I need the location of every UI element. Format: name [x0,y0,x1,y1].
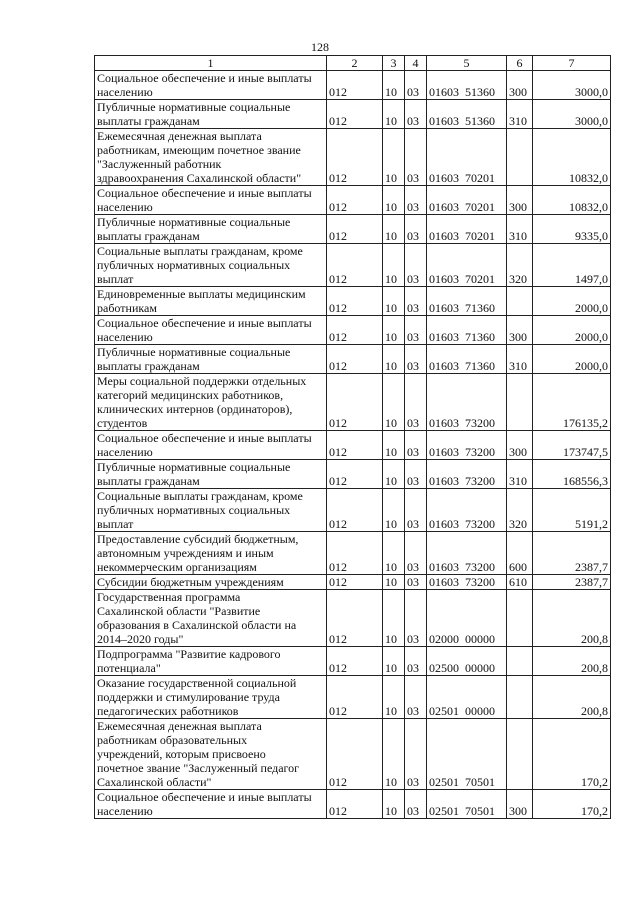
cell-c3: 10 [383,431,405,460]
table-row [95,575,611,590]
cell-c4: 03 [405,244,427,287]
cell-c2: 012 [327,374,383,431]
cell-c4: 03 [405,590,427,647]
row-name-line: некоммерческим организациям [97,560,257,574]
cell-c7: 168556,3 [533,460,611,489]
table-row [95,71,611,100]
cell-c3: 10 [383,532,405,575]
cell-c3: 10 [383,345,405,374]
cell-c6: 310 [507,215,533,244]
cell-c7: 5191,2 [533,489,611,532]
cell-c5: 01603 73200 [427,575,507,590]
cell-c7: 170,2 [533,790,611,819]
cell-c6 [507,676,533,719]
cell-c5: 01603 71360 [427,345,507,374]
cell-c7: 3000,0 [533,100,611,129]
cell-c4: 03 [405,215,427,244]
cell-c5: 01603 51360 [427,100,507,129]
row-name-line: населению [97,85,153,99]
row-name-line: Сахалинской области" [97,775,212,789]
column-header-1: 1 [95,56,327,71]
cell-c5: 02501 00000 [427,676,507,719]
row-name-line: населению [97,804,153,818]
cell-c2: 012 [327,345,383,374]
row-name-line: выплат [97,272,134,286]
row-name-line: Оказание государственной социальной [97,676,297,690]
column-header-6: 6 [507,56,533,71]
cell-c4: 03 [405,676,427,719]
cell-c3: 10 [383,590,405,647]
row-name-cell [95,287,327,316]
cell-c7: 176135,2 [533,374,611,431]
row-name-line: Публичные нормативные социальные [97,460,291,474]
row-name-cell [95,790,327,819]
row-name-cell [95,719,327,790]
cell-c3: 10 [383,100,405,129]
cell-c6 [507,129,533,186]
row-name-line: Сахалинской области "Развитие [97,604,261,618]
row-name-line: Публичные нормативные социальные [97,345,291,359]
table-row [95,215,611,244]
column-header-7: 7 [533,56,611,71]
cell-c6: 300 [507,790,533,819]
column-header-4: 4 [405,56,427,71]
cell-c5: 02501 70501 [427,719,507,790]
cell-c5: 01603 73200 [427,489,507,532]
row-name-line: работникам образовательных [97,733,248,747]
cell-c6: 610 [507,575,533,590]
cell-c7: 170,2 [533,719,611,790]
table-row [95,790,611,819]
row-name-cell [95,460,327,489]
cell-c5: 01603 70201 [427,215,507,244]
cell-c5: 02000 00000 [427,590,507,647]
cell-c7: 3000,0 [533,71,611,100]
cell-c4: 03 [405,129,427,186]
row-name-cell [95,316,327,345]
cell-c5: 01603 73200 [427,431,507,460]
row-name-line: Публичные нормативные социальные [97,100,291,114]
cell-c3: 10 [383,287,405,316]
cell-c3: 10 [383,186,405,215]
cell-c6: 300 [507,431,533,460]
row-name-line: Социальное обеспечение и иные выплаты [97,790,312,804]
cell-c7: 10832,0 [533,186,611,215]
row-name-line: Социальное обеспечение и иные выплаты [97,431,312,445]
cell-c3: 10 [383,575,405,590]
table-row [95,345,611,374]
cell-c4: 03 [405,647,427,676]
cell-c2: 012 [327,129,383,186]
cell-c2: 012 [327,676,383,719]
budget-table [94,55,611,819]
cell-c5: 01603 70201 [427,186,507,215]
cell-c3: 10 [383,244,405,287]
cell-c6 [507,719,533,790]
cell-c6: 600 [507,532,533,575]
row-name-line: Социальное обеспечение и иные выплаты [97,316,312,330]
cell-c5: 02500 00000 [427,647,507,676]
cell-c6 [507,590,533,647]
cell-c7: 2387,7 [533,575,611,590]
cell-c3: 10 [383,71,405,100]
cell-c4: 03 [405,287,427,316]
cell-c3: 10 [383,676,405,719]
row-name-cell [95,215,327,244]
row-name-line: "Заслуженный работник [97,157,222,171]
row-name-line: образования в Сахалинской области на [97,618,297,632]
cell-c4: 03 [405,71,427,100]
cell-c5: 01603 71360 [427,316,507,345]
row-name-line: Единовременные выплаты медицинским [97,287,306,301]
cell-c2: 012 [327,647,383,676]
table-row [95,374,611,431]
cell-c6 [507,647,533,676]
row-name-line: работникам, имеющим почетное звание [97,143,301,157]
row-name-cell [95,345,327,374]
table-row [95,287,611,316]
row-name-line: Субсидии бюджетным учреждениям [97,575,284,589]
table-row [95,100,611,129]
row-name-line: Государственная программа [97,590,241,604]
cell-c4: 03 [405,719,427,790]
cell-c4: 03 [405,431,427,460]
row-name-line: 2014–2020 годы" [97,632,184,646]
row-name-line: выплаты гражданам [97,114,200,128]
row-name-cell [95,676,327,719]
table-row [95,244,611,287]
row-name-cell [95,186,327,215]
cell-c3: 10 [383,215,405,244]
cell-c7: 200,8 [533,590,611,647]
cell-c5: 01603 70201 [427,244,507,287]
cell-c4: 03 [405,575,427,590]
cell-c3: 10 [383,129,405,186]
cell-c2: 012 [327,100,383,129]
row-name-cell [95,590,327,647]
row-name-line: здравоохранения Сахалинской области" [97,171,302,185]
row-name-line: населению [97,330,153,344]
cell-c2: 012 [327,215,383,244]
cell-c2: 012 [327,316,383,345]
table-body [95,71,611,819]
cell-c2: 012 [327,186,383,215]
table-row [95,431,611,460]
row-name-line: публичных нормативных социальных [97,503,291,517]
row-name-line: Ежемесячная денежная выплата [97,129,262,143]
cell-c3: 10 [383,790,405,819]
column-header-5: 5 [427,56,507,71]
cell-c2: 012 [327,71,383,100]
table-row [95,719,611,790]
cell-c4: 03 [405,790,427,819]
row-name-line: населению [97,445,153,459]
cell-c5: 01603 73200 [427,374,507,431]
cell-c6: 310 [507,100,533,129]
cell-c5: 01603 70201 [427,129,507,186]
row-name-cell [95,489,327,532]
row-name-cell [95,71,327,100]
row-name-line: клинических интернов (ординаторов), [97,402,293,416]
row-name-line: студентов [97,416,148,430]
row-name-line: Предоставление субсидий бюджетным, [97,532,299,546]
cell-c4: 03 [405,100,427,129]
cell-c2: 012 [327,244,383,287]
cell-c2: 012 [327,287,383,316]
cell-c2: 012 [327,460,383,489]
row-name-line: населению [97,200,153,214]
cell-c6: 310 [507,345,533,374]
cell-c4: 03 [405,532,427,575]
row-name-cell [95,647,327,676]
cell-c7: 9335,0 [533,215,611,244]
cell-c6: 320 [507,244,533,287]
cell-c6: 300 [507,186,533,215]
row-name-line: Подпрограмма "Развитие кадрового [97,647,281,661]
cell-c2: 012 [327,489,383,532]
table-row [95,460,611,489]
cell-c7: 2387,7 [533,532,611,575]
cell-c3: 10 [383,460,405,489]
row-name-line: Меры социальной поддержки отдельных [97,374,307,388]
cell-c7: 2000,0 [533,345,611,374]
cell-c5: 01603 73200 [427,460,507,489]
row-name-cell [95,575,327,590]
table-row [95,129,611,186]
row-name-cell [95,532,327,575]
cell-c4: 03 [405,186,427,215]
cell-c6: 320 [507,489,533,532]
table-row [95,532,611,575]
cell-c3: 10 [383,374,405,431]
page-number: 128 [311,40,329,54]
column-header-3: 3 [383,56,405,71]
cell-c5: 02501 70501 [427,790,507,819]
row-name-line: публичных нормативных социальных [97,258,291,272]
row-name-cell [95,244,327,287]
cell-c4: 03 [405,489,427,532]
cell-c4: 03 [405,460,427,489]
row-name-line: Социальное обеспечение и иные выплаты [97,71,312,85]
cell-c5: 01603 73200 [427,532,507,575]
row-name-line: категорий медицинских работников, [97,388,284,402]
cell-c7: 1497,0 [533,244,611,287]
cell-c6 [507,374,533,431]
cell-c3: 10 [383,647,405,676]
row-name-line: учреждений, которым присвоено [97,747,266,761]
cell-c7: 2000,0 [533,287,611,316]
row-name-line: потенциала" [97,661,161,675]
table-row [95,590,611,647]
column-header-2: 2 [327,56,383,71]
cell-c3: 10 [383,316,405,345]
row-name-line: Ежемесячная денежная выплата [97,719,262,733]
row-name-line: Публичные нормативные социальные [97,215,291,229]
row-name-line: работникам [97,301,157,315]
cell-c2: 012 [327,719,383,790]
row-name-line: педагогических работников [97,704,239,718]
cell-c2: 012 [327,590,383,647]
cell-c6: 300 [507,71,533,100]
row-name-cell [95,374,327,431]
row-name-line: выплаты гражданам [97,474,200,488]
cell-c4: 03 [405,374,427,431]
cell-c2: 012 [327,575,383,590]
header-row [95,56,611,71]
table-row [95,186,611,215]
row-name-cell [95,100,327,129]
cell-c4: 03 [405,316,427,345]
cell-c2: 012 [327,790,383,819]
row-name-line: поддержки и стимулирование труда [97,690,280,704]
cell-c3: 10 [383,489,405,532]
row-name-line: почетное звание "Заслуженный педагог [97,761,300,775]
row-name-cell [95,431,327,460]
row-name-cell [95,129,327,186]
row-name-line: выплаты гражданам [97,359,200,373]
table-row [95,676,611,719]
row-name-line: Социальное обеспечение и иные выплаты [97,186,312,200]
cell-c5: 01603 71360 [427,287,507,316]
cell-c7: 200,8 [533,676,611,719]
cell-c3: 10 [383,719,405,790]
cell-c6 [507,287,533,316]
table-row [95,316,611,345]
cell-c7: 173747,5 [533,431,611,460]
cell-c6: 310 [507,460,533,489]
cell-c7: 200,8 [533,647,611,676]
row-name-line: выплат [97,517,134,531]
table-row [95,489,611,532]
row-name-line: выплаты гражданам [97,229,200,243]
cell-c7: 2000,0 [533,316,611,345]
cell-c7: 10832,0 [533,129,611,186]
cell-c2: 012 [327,431,383,460]
cell-c2: 012 [327,532,383,575]
cell-c4: 03 [405,345,427,374]
cell-c5: 01603 51360 [427,71,507,100]
cell-c6: 300 [507,316,533,345]
row-name-line: Социальные выплаты гражданам, кроме [97,489,303,503]
row-name-line: Социальные выплаты гражданам, кроме [97,244,303,258]
table-row [95,647,611,676]
row-name-line: автономным учреждениям и иным [97,546,274,560]
